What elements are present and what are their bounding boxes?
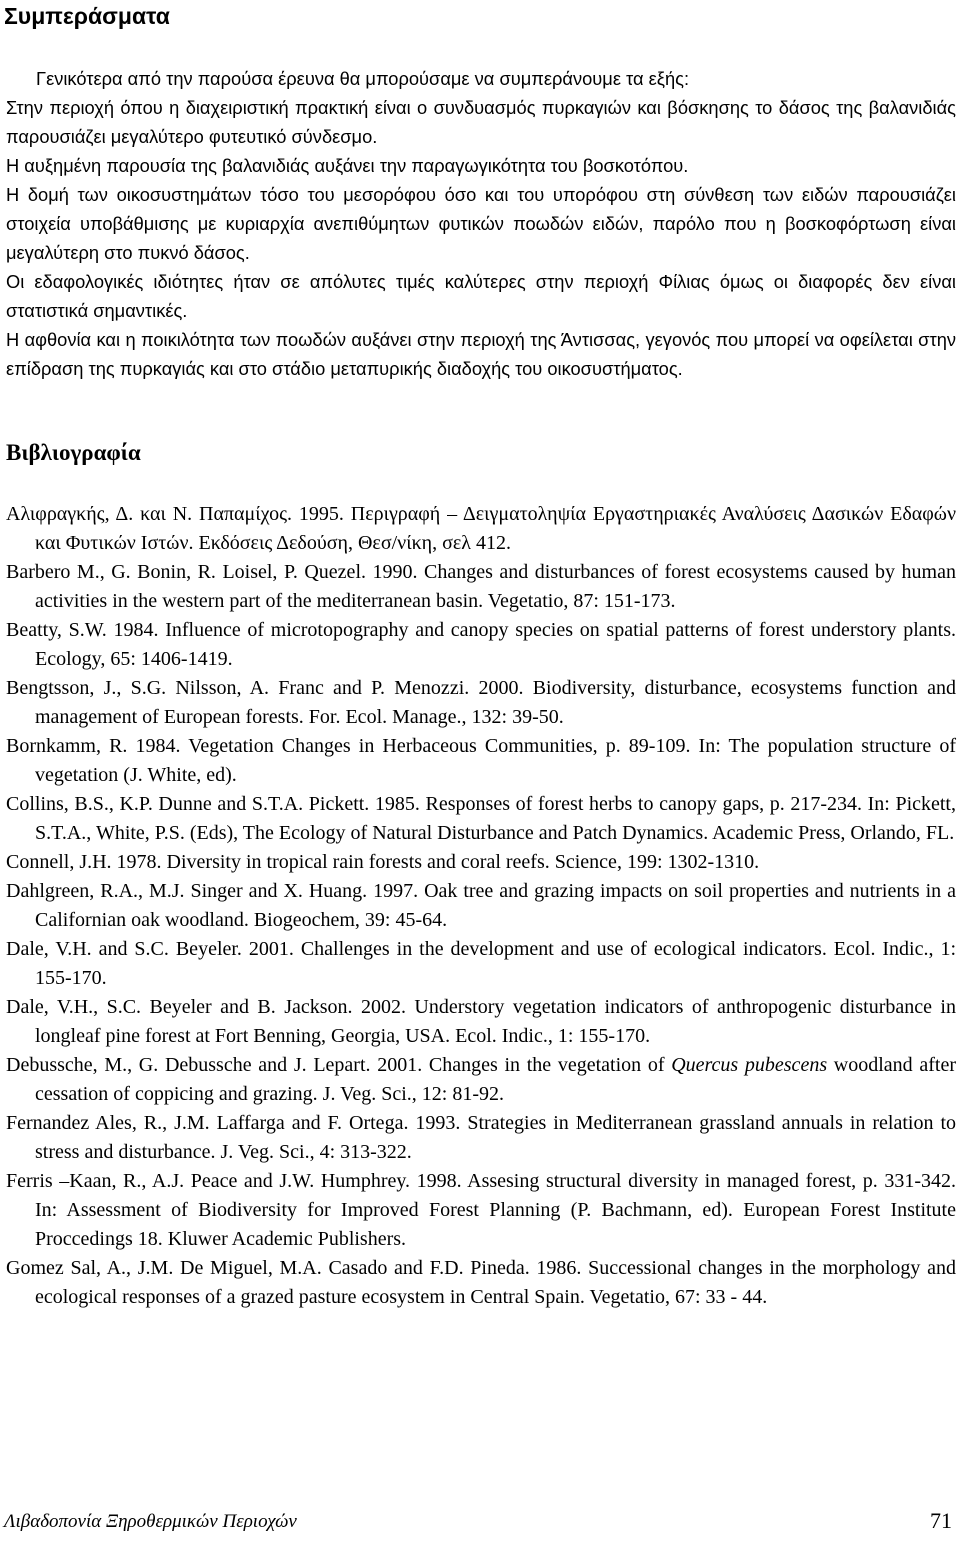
reference-text: Debussche, M., G. Debussche and J. Lepart. 2001. Changes in the vegetation of — [6, 1054, 672, 1076]
reference-item: Beatty, S.W. 1984. Influence of microtopography and canopy species on spatial patterns of forest understory plants. Ecology, 65: 1406-1419. — [6, 619, 956, 670]
reference-text: woodland after cessation of coppicing and grazing. J. Veg. Sci., 12: 81-92. — [35, 1054, 957, 1105]
bibliography-heading: Βιβλιογραφία — [6, 440, 141, 465]
reference-item: Collins, B.S., K.P. Dunne and S.T.A. Pickett. 1985. Responses of forest herbs to canopy gaps, p. 217-234. In: Pickett, S.T.A., White, P.S. (Eds), The Ecology of Natural Disturbance and Patch Dynamics. Academic Press, Orlando, FL. — [6, 793, 956, 844]
reference-item — [6, 1051, 956, 1109]
reference-item: Connell, J.H. 1978. Diversity in tropical rain forests and coral reefs. Science, 199: 1302-1310. — [6, 851, 760, 873]
reference-item: Αλιφραγκής, Δ. και Ν. Παπαμίχος. 1995. Περιγραφή – Δειγματοληψία Εργαστηριακές Αναλύσεις Δασικών Εδαφών και Φυτικών Ιστών. Εκδόσεις Δεδούση, Θεσ/νίκη, σελ 412. — [6, 503, 956, 554]
species-name: Quercus pubescens — [671, 1054, 828, 1076]
reference-item: Dahlgreen, R.A., M.J. Singer and X. Huang. 1997. Oak tree and grazing impacts on soil properties and nutrients in a Californian oak woodland. Biogeochem, 39: 45-64. — [6, 880, 956, 931]
running-footer-title: Λιβαδοπονία Ξηροθερμικών Περιοχών — [4, 1511, 297, 1532]
reference-list — [6, 500, 956, 1312]
reference-item: Fernandez Ales, R., J.M. Laffarga and F. Ortega. 1993. Strategies in Mediterranean grassland annuals in relation to stress and disturbance. J. Veg. Sci., 4: 313-322. — [6, 1112, 956, 1163]
reference-item: Barbero M., G. Bonin, R. Loisel, P. Quezel. 1990. Changes and disturbances of forest ecosystems caused by human activities in the western part of the mediterranean basin. Vegetatio, 87: 151-173. — [6, 561, 956, 612]
conclusions-paragraph: Γενικότερα από την παρούσα έρευνα θα μπορούσαμε να συμπεράνουμε τα εξής: — [36, 68, 690, 89]
reference-item: Bornkamm, R. 1984. Vegetation Changes in Herbaceous Communities, p. 89-109. In: The population structure of vegetation (J. White, ed). — [6, 735, 956, 786]
conclusions-paragraph: Η δομή των οικοσυστημάτων τόσο του μεσορόφου όσο και του υπορόφου στη σύνθεση των ειδών παρουσιάζει στοιχεία υποβάθμισης με κυριαρχία ανεπιθύμητων φυτικών ποωδών ειδών, παρόλο που η βοσκοφόρτωση είναι μεγαλύτερη στο πυκνό δάσος. — [6, 184, 956, 263]
conclusions-paragraph: Οι εδαφολογικές ιδιότητες ήταν σε απόλυτες τιμές καλύτερες στην περιοχή Φίλιας όμως οι διαφορές δεν είναι στατιστικά σημαντικές. — [6, 271, 956, 321]
conclusions-heading: Συμπεράσματα — [4, 3, 170, 29]
conclusions-paragraph: Η αφθονία και η ποικιλότητα των ποωδών αυξάνει στην περιοχή της Άντισσας, γεγονός που μπορεί να οφείλεται στην επίδραση της πυρκαγιάς και στο στάδιο μεταπυρικής διαδοχής του οικοσυστήματος. — [6, 329, 956, 379]
conclusions-paragraph: Στην περιοχή όπου η διαχειριστική πρακτική είναι ο συνδυασμός πυρκαγιών και βόσκησης το δάσος της βαλανιδιάς παρουσιάζει μεγαλύτερο φυτευτικό σύνδεσμο. — [6, 97, 956, 147]
conclusions-paragraph: Η αυξημένη παρουσία της βαλανιδιάς αυξάνει την παραγωγικότητα του βοσκοτόπου. — [6, 155, 689, 176]
conclusions-body — [6, 64, 956, 383]
reference-item: Bengtsson, J., S.G. Nilsson, A. Franc and P. Menozzi. 2000. Biodiversity, disturbance, ecosystems function and management of European forests. For. Ecol. Manage., 132: 39-50. — [6, 677, 956, 728]
reference-item: Dale, V.H., S.C. Beyeler and B. Jackson. 2002. Understory vegetation indicators of anthropogenic disturbance in longleaf pine forest at Fort Benning, Georgia, USA. Ecol. Indic., 1: 155-170. — [6, 996, 956, 1047]
page-number: 71 — [930, 1508, 952, 1533]
reference-item: Gomez Sal, A., J.M. De Miguel, M.A. Casado and F.D. Pineda. 1986. Successional changes in the morphology and ecological responses of a grazed pasture ecosystem in Central Spain. Vegetatio, 67: 33 - 44. — [6, 1257, 956, 1308]
reference-item: Ferris –Kaan, R., A.J. Peace and J.W. Humphrey. 1998. Assesing structural diversity in managed forest, p. 331-342. In: Assessment of Biodiversity for Improved Forest Planning (P. Bachmann, ed). European Forest Institute Proccedings 18. Kluwer Academic Publishers. — [6, 1170, 956, 1250]
reference-item: Dale, V.H. and S.C. Beyeler. 2001. Challenges in the development and use of ecological indicators. Ecol. Indic., 1: 155-170. — [6, 938, 956, 989]
